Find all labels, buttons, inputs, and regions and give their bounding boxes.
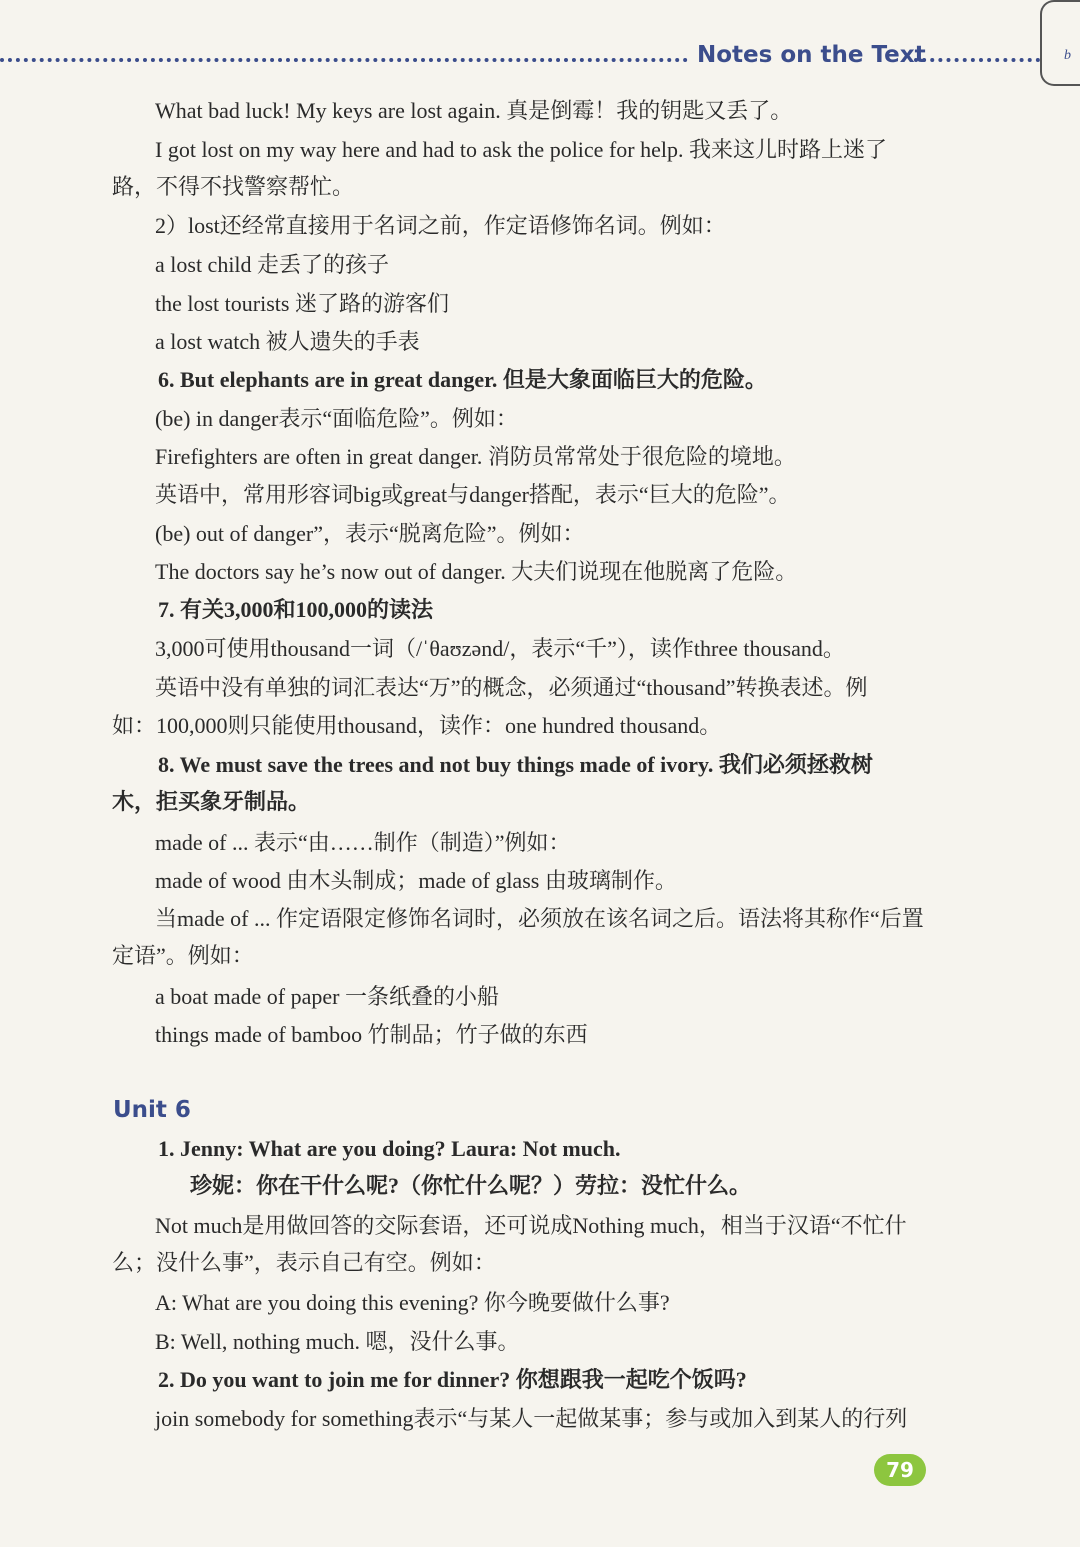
text-line: 定语”。例如： bbox=[112, 943, 254, 968]
text-line: I got lost on my way here and had to ask the police for help. 我来这儿时路上迷了 bbox=[155, 137, 887, 162]
text-line: 1. Jenny: What are you doing? Laura: Not much. bbox=[158, 1136, 621, 1161]
text-line: B: Well, nothing much. 嗯，没什么事。 bbox=[155, 1329, 520, 1354]
text-line: (be) in danger表示“面临危险”。例如： bbox=[155, 406, 518, 431]
text-line: Not much是用做回答的交际套语，还可说成Nothing much，相当于汉语“不忙什 bbox=[155, 1213, 907, 1238]
text-line: join somebody for something表示“与某人一起做某事；参与或加入到某人的行列 bbox=[155, 1406, 908, 1431]
text-line: (be) out of danger”，表示“脱离危险”。例如： bbox=[155, 521, 585, 546]
text-line: 3,000可使用thousand一词（/ˈθaʊzənd/，表示“千”），读作three thousand。 bbox=[155, 636, 845, 661]
edge-tab bbox=[1040, 0, 1080, 86]
text-line: 路，不得不找警察帮忙。 bbox=[112, 174, 355, 199]
text-line: 英语中，常用形容词big或great与danger搭配，表示“巨大的危险”。 bbox=[155, 482, 791, 507]
text-line: A: What are you doing this evening? 你今晚要做什么事? bbox=[155, 1290, 670, 1315]
text-line: Firefighters are often in great danger. 消防员常常处于很危险的境地。 bbox=[155, 444, 796, 469]
text-line: things made of bamboo 竹制品；竹子做的东西 bbox=[155, 1022, 588, 1047]
text-line: made of ... 表示“由……制作（制造）”例如： bbox=[155, 830, 571, 855]
text-line: the lost tourists 迷了路的游客们 bbox=[155, 291, 449, 316]
text-line: 2）lost还经常直接用于名词之前，作定语修饰名词。例如： bbox=[155, 213, 726, 238]
text-line: a boat made of paper 一条纸叠的小船 bbox=[155, 984, 499, 1009]
text-line: The doctors say he’s now out of danger. 大夫们说现在他脱离了危险。 bbox=[155, 559, 798, 584]
text-line: 8. We must save the trees and not buy things made of ivory. 我们必须拯救树 bbox=[158, 752, 873, 777]
edge-tab-label: b bbox=[1064, 48, 1071, 63]
header-dots-left bbox=[0, 58, 688, 62]
text-line: made of wood 由木头制成；made of glass 由玻璃制作。 bbox=[155, 868, 677, 893]
text-line: 么；没什么事”，表示自己有空。例如： bbox=[112, 1250, 496, 1275]
text-line: 珍妮：你在干什么呢?（你忙什么呢？）劳拉：没忙什么。 bbox=[190, 1173, 752, 1198]
header-dots-right bbox=[914, 58, 1040, 62]
text-line: What bad luck! My keys are lost again. 真是倒霉！我的钥匙又丢了。 bbox=[155, 98, 793, 123]
text-line: 7. 有关3,000和100,000的读法 bbox=[158, 597, 434, 622]
text-line: 英语中没有单独的词汇表达“万”的概念，必须通过“thousand”转换表述。例 bbox=[155, 675, 868, 700]
text-line: a lost child 走丢了的孩子 bbox=[155, 252, 390, 277]
unit-heading: Unit 6 bbox=[113, 1097, 191, 1123]
page-number-badge: 79 bbox=[874, 1454, 926, 1486]
text-line: 当made of ... 作定语限定修饰名词时，必须放在该名词之后。语法将其称作“后置 bbox=[155, 906, 924, 931]
text-line: a lost watch 被人遗失的手表 bbox=[155, 329, 420, 354]
text-line: 6. But elephants are in great danger. 但是大象面临巨大的危险。 bbox=[158, 367, 767, 392]
section-header-title: Notes on the Text bbox=[697, 42, 926, 68]
text-line: 2. Do you want to join me for dinner? 你想跟我一起吃个饭吗? bbox=[158, 1367, 747, 1392]
text-line: 如：100,000则只能使用thousand，读作：one hundred thousand。 bbox=[112, 713, 722, 738]
text-line: 木，拒买象牙制品。 bbox=[112, 789, 311, 814]
